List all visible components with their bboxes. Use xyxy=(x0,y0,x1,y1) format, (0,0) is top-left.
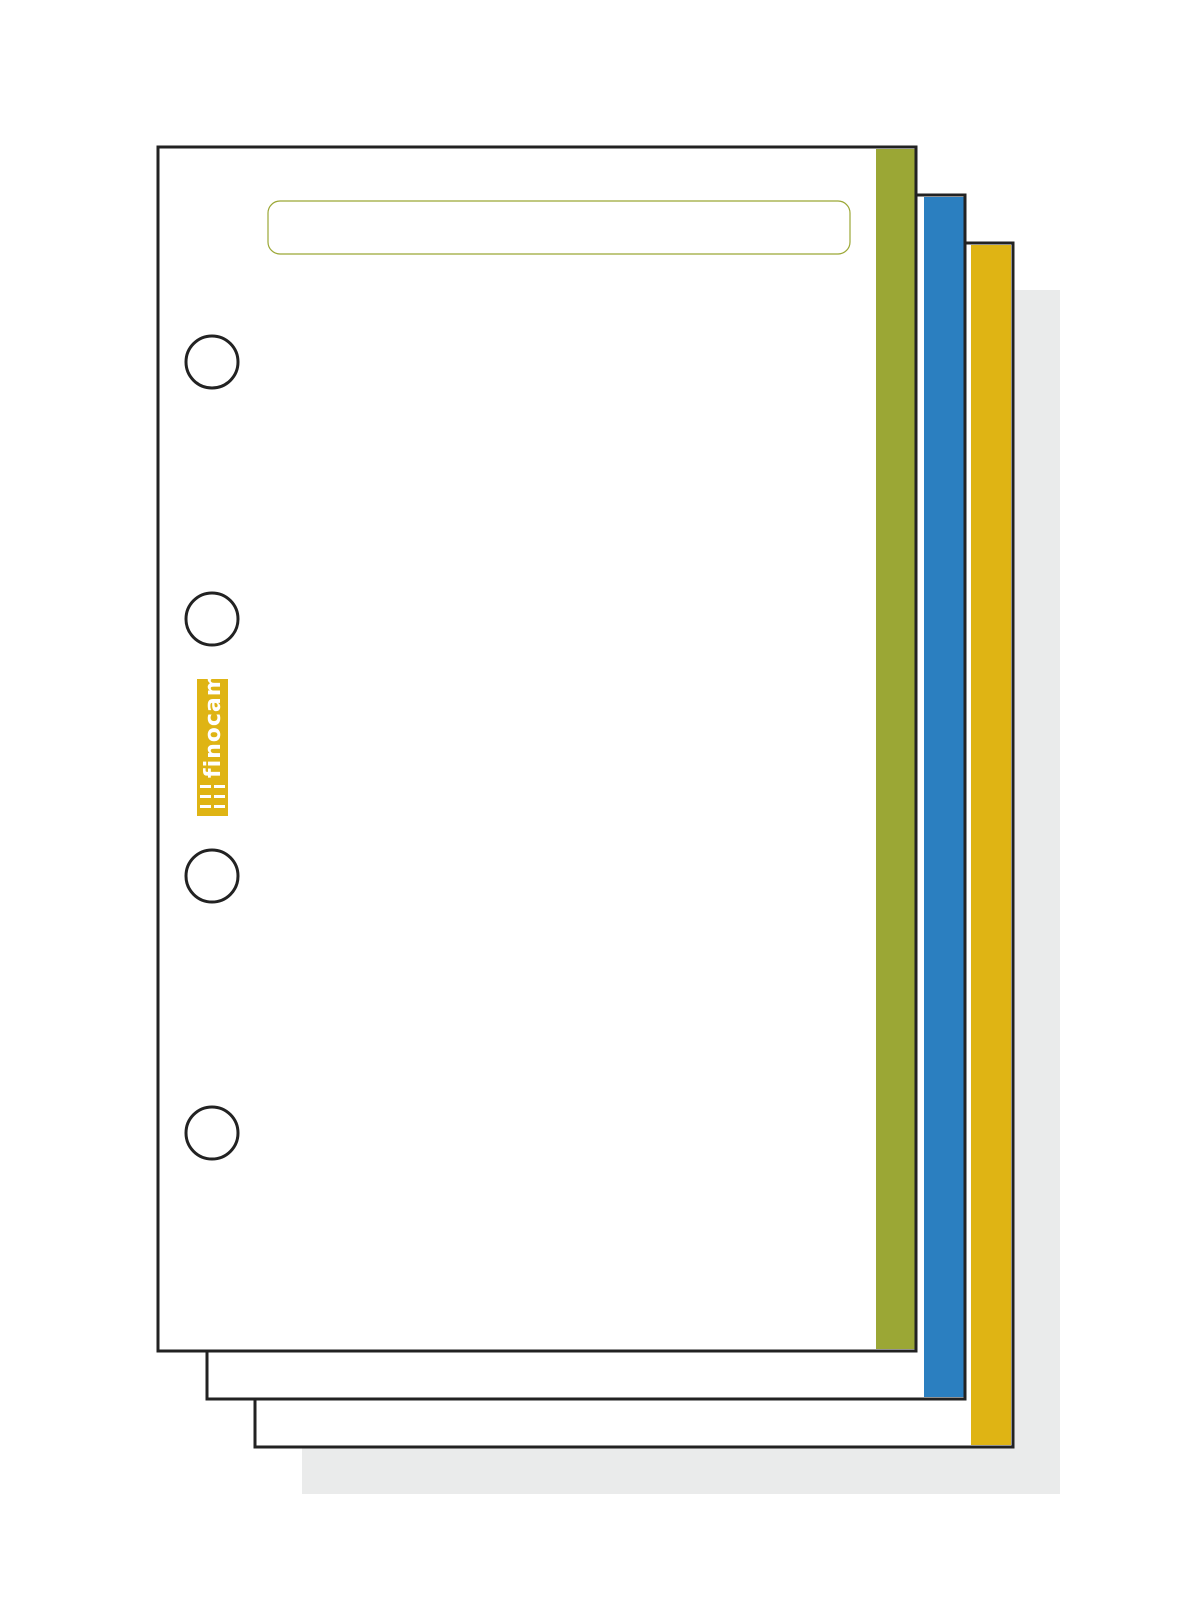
binder-hole xyxy=(186,850,238,902)
front-sheet-tab xyxy=(876,149,916,1349)
brand-name: finocam xyxy=(201,672,226,778)
middle-sheet-tab xyxy=(924,197,964,1397)
binder-hole xyxy=(186,336,238,388)
front-sheet-paper xyxy=(158,147,916,1351)
front-sheet xyxy=(158,147,916,1351)
binder-hole xyxy=(186,593,238,645)
back-sheet-tab xyxy=(971,245,1011,1445)
binder-hole xyxy=(186,1107,238,1159)
brand-logo xyxy=(197,672,228,816)
brand-logo-mark-divider xyxy=(211,784,214,814)
